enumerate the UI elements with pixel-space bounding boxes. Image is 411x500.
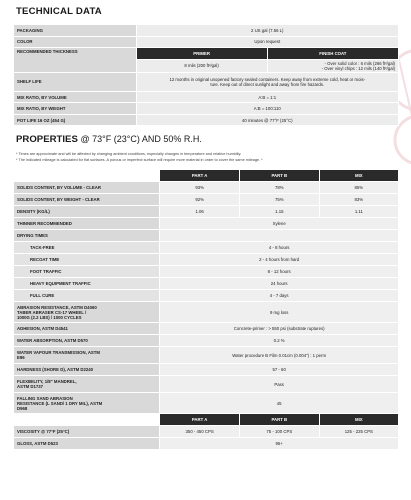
solids-volume-a: 93%: [160, 182, 240, 194]
solids-weight-a: 92%: [160, 194, 240, 206]
technical-data-table: [13, 24, 399, 126]
note-mileage: * The indicated mileage is calculated for flat surfaces. A porous or imperfect surface will require more material in order to cover the same mileage. *: [16, 158, 263, 163]
table-row: [14, 254, 399, 266]
properties-conditions: @ 73°F (23°C) AND 50% R.H.: [80, 134, 202, 145]
full-cure-label: FULL CURE: [14, 290, 160, 302]
flexibility-label: FLEXIBILITY, 1/8" MANDREL, ASTM D1737: [14, 376, 160, 393]
part-b-header: PART B: [239, 414, 319, 426]
heavy-equipment-label: HEAVY EQUIPMENT TRAFFIC: [14, 278, 160, 290]
viscosity-a: 350 - 450 CPS: [160, 426, 240, 438]
solids-volume-mix: 85%: [319, 182, 398, 194]
thickness-label: RECOMMENDED THICKNESS: [14, 48, 137, 73]
table-row: [14, 114, 399, 126]
table-row: [14, 194, 399, 206]
table-row: [14, 206, 399, 218]
finish-coat-thickness: [267, 59, 398, 72]
properties-table: [13, 169, 399, 450]
hardness-label: HARDNESS (SHORE D), ASTM D2240: [14, 364, 160, 376]
part-a-header: PART A: [160, 170, 240, 182]
primer-thickness: 8 mils (200 ft²/gal): [136, 59, 267, 72]
table-row: [14, 323, 399, 335]
foot-traffic-value: 8 - 12 hours: [160, 266, 399, 278]
water-absorption-label: WATER ABSORPTION, ASTM D570: [14, 335, 160, 347]
properties-title: PROPERTIES: [16, 134, 78, 146]
color-value: Upon request: [136, 36, 399, 48]
mix-ratio-weight-label: MIX RATIO, BY WEIGHT: [14, 103, 137, 115]
mix-ratio-volume-value: A:B = 1:1: [136, 91, 399, 103]
part-b-header: PART B: [239, 170, 319, 182]
header-blank: [14, 414, 160, 426]
heavy-equipment-value: 24 hours: [160, 278, 399, 290]
solids-weight-label: SOLIDS CONTENT, BY WEIGHT - CLEAR: [14, 194, 160, 206]
pot-life-label: POT LIFE 16 OZ (454 G): [14, 114, 137, 126]
density-b: 1.15: [239, 206, 319, 218]
vapour-transmission-value: Water procedure B Film 0.01cm (0.004") : 1 perm: [160, 347, 399, 364]
table-row: [14, 290, 399, 302]
table-row: [14, 266, 399, 278]
table-row: [14, 347, 399, 364]
drying-times-label: DRYING TIMES: [14, 230, 160, 242]
table-row: [14, 72, 399, 91]
shelf-life-label: SHELF LIFE: [14, 72, 137, 91]
table-header-row: [14, 170, 399, 182]
density-label: DENSITY (KG/L): [14, 206, 160, 218]
foot-traffic-label: FOOT TRAFFIC: [14, 266, 160, 278]
table-row: [14, 91, 399, 103]
recoat-time-label: RECOAT TIME: [14, 254, 160, 266]
water-absorption-value: 0.2 %: [160, 335, 399, 347]
table-header-row: [14, 414, 399, 426]
falling-sand-label: FALLING SAND ABRASION RESISTANCE (L SAND/ 1 DRY MIL), ASTM D968: [14, 393, 160, 414]
shelf-life-value: [136, 72, 399, 91]
viscosity-label: VISCOSITY @ 77°F (25°C): [14, 426, 160, 438]
properties-notes: [16, 151, 399, 163]
viscosity-mix: 125 - 225 CPS: [319, 426, 398, 438]
table-row: [14, 182, 399, 194]
properties-heading: [16, 134, 399, 145]
gloss-label: GLOSS, ASTM D523: [14, 438, 160, 450]
part-a-header: PART A: [160, 414, 240, 426]
abrasion-label: ABRASION RESISTANCE, ASTM D4060 TABER ABRASER CS-17 WHEEL / 1000G (2.2 LBS) / 1000 CYCLES: [14, 302, 160, 323]
thinner-value: Xylene: [160, 218, 399, 230]
table-row: [14, 48, 399, 60]
table-row: [14, 426, 399, 438]
drying-times-blank: [160, 230, 399, 242]
note-times: * Times are approximate and will be affected by changing ambient conditions, especially changes in temperature and relative humidity.: [16, 152, 242, 157]
finish-vinyl-chips: - Over vinyl chips : 12 mils (140 ft²/gal): [321, 65, 395, 71]
color-label: COLOR: [14, 36, 137, 48]
finish-solid-color: - Over solid color : 6 mils (266 ft²/gal): [324, 60, 395, 66]
adhesion-value: Concrete-primer : > 550 psi (substrate ruptures): [160, 323, 399, 335]
viscosity-b: 75 - 100 CPS: [239, 426, 319, 438]
primer-header: PRIMER: [136, 48, 267, 60]
solids-volume-b: 78%: [239, 182, 319, 194]
table-row: [14, 364, 399, 376]
density-mix: 1.11: [319, 206, 398, 218]
solids-weight-mix: 83%: [319, 194, 398, 206]
flexibility-value: Pass: [160, 376, 399, 393]
full-cure-value: 4 - 7 days: [160, 290, 399, 302]
table-row: [14, 376, 399, 393]
density-a: 1.06: [160, 206, 240, 218]
mix-ratio-weight-value: A:B = 100:110: [136, 103, 399, 115]
recoat-time-value: 2 - 4 hours from hard: [160, 254, 399, 266]
thinner-label: THINNER RECOMMENDED: [14, 218, 160, 230]
mix-header: MIX: [319, 414, 398, 426]
mix-ratio-volume-label: MIX RATIO, BY VOLUME: [14, 91, 137, 103]
hardness-value: 57 - 60: [160, 364, 399, 376]
table-row: [14, 393, 399, 414]
table-row: [14, 242, 399, 254]
pot-life-value: 40 minutes @ 77°F (25°C): [136, 114, 399, 126]
technical-data-heading: TECHNICAL DATA: [16, 6, 102, 17]
header-blank: [14, 170, 160, 182]
packaging-value: 2 US gal (7.56 L): [136, 25, 399, 37]
falling-sand-value: 45: [160, 393, 399, 414]
solids-volume-label: SOLIDS CONTENT, BY VOLUME - CLEAR: [14, 182, 160, 194]
abrasion-value: 9 mg loss: [160, 302, 399, 323]
gloss-value: 95+: [160, 438, 399, 450]
tack-free-value: 4 - 8 hours: [160, 242, 399, 254]
solids-weight-b: 75%: [239, 194, 319, 206]
adhesion-label: ADHESION, ASTM D4541: [14, 323, 160, 335]
packaging-label: PACKAGING: [14, 25, 137, 37]
shelf-life-line-1: 12 months in original unopened factory sealed containers. Keep away from extreme cold, heat or mois-: [169, 76, 366, 82]
table-row: [14, 25, 399, 37]
table-row: [14, 36, 399, 48]
finish-coat-header: FINISH COAT: [267, 48, 398, 60]
mix-header: MIX: [319, 170, 398, 182]
table-row: [14, 302, 399, 323]
table-row: [14, 218, 399, 230]
datasheet: [13, 6, 399, 450]
table-row: [14, 230, 399, 242]
table-row: [14, 278, 399, 290]
table-row: [14, 335, 399, 347]
vapour-transmission-label: WATER VAPOUR TRANSMISSION, ASTM E96: [14, 347, 160, 364]
table-row: [14, 103, 399, 115]
shelf-life-line-2: ture. Keep out of direct sunlight and away from fire hazards.: [210, 81, 325, 87]
table-row: [14, 438, 399, 450]
tack-free-label: TACK-FREE: [14, 242, 160, 254]
